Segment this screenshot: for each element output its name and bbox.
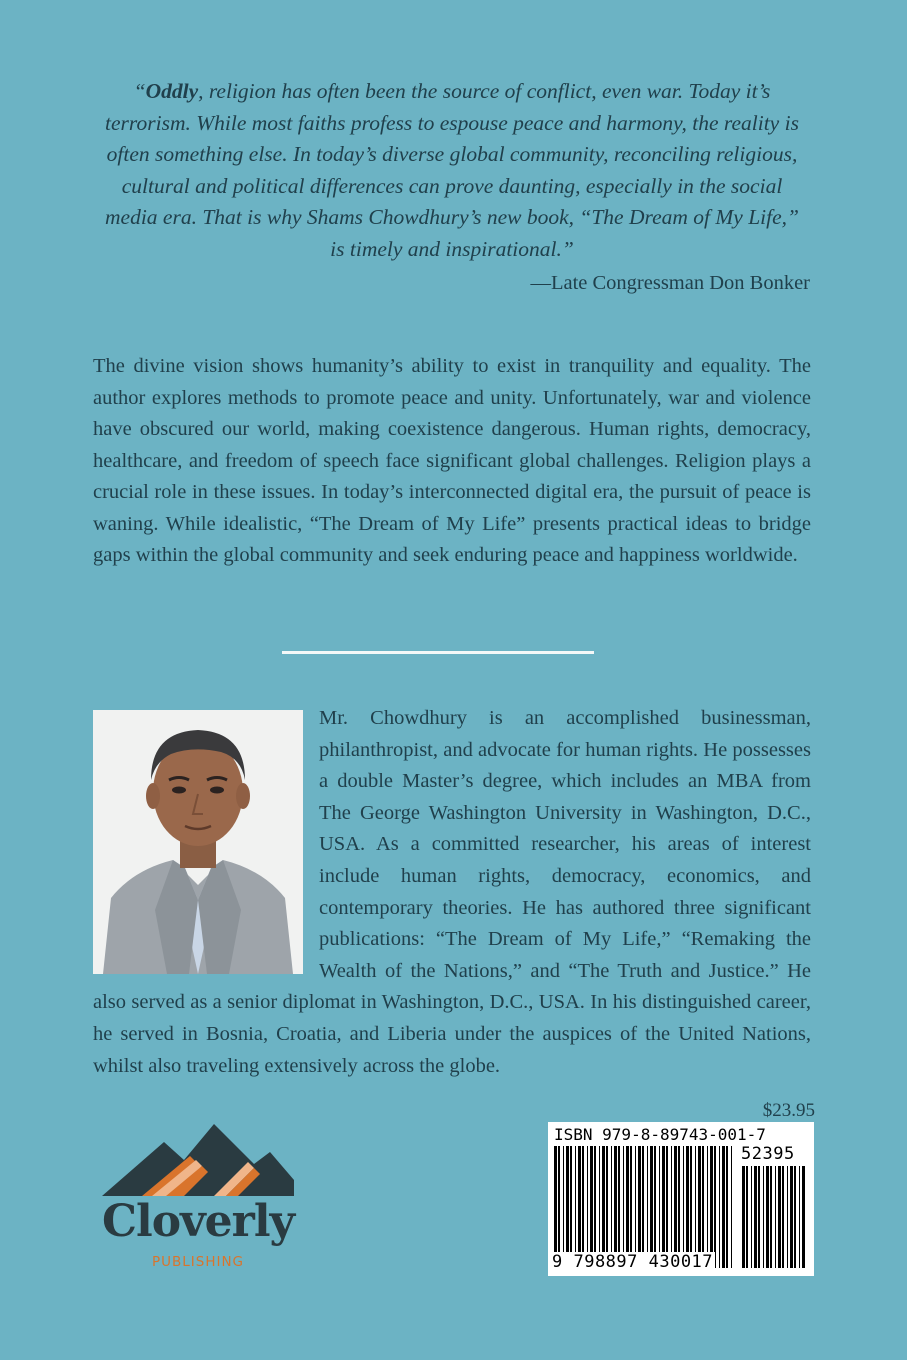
barcode-bar	[575, 1146, 576, 1268]
isbn-barcode	[548, 1122, 814, 1276]
publisher-name: Cloverly	[102, 1196, 295, 1247]
barcode-bar	[647, 1146, 648, 1268]
barcode-bar	[790, 1166, 793, 1268]
barcode-bar	[623, 1146, 624, 1268]
barcode-bar	[794, 1166, 796, 1268]
barcode-bar	[606, 1146, 608, 1268]
quote-text: , religion has often been the source of conflict, even war. Today it’s terrorism. While most faiths profess to espouse peace and harmony, the reality is often something else. In today’s diverse global community, reconciling religious, cultural and political differences can prove daunting, especially in the social media era. That is why Shams Chowdhury’s new book, “The Dream of My Life,” is timely and inspirational.”	[105, 79, 799, 261]
back-cover-quote	[96, 76, 808, 265]
barcode-bar	[554, 1146, 557, 1268]
barcode-bar	[719, 1146, 720, 1268]
barcode-bar	[602, 1146, 605, 1268]
barcode-digits: 9 798897 430017	[552, 1252, 714, 1272]
barcode-bar	[766, 1166, 769, 1268]
author-photo	[93, 710, 303, 974]
quote-attribution: —Late Congressman Don Bonker	[530, 272, 810, 294]
barcode-bar	[742, 1166, 745, 1268]
barcode-bar	[698, 1146, 701, 1268]
barcode-bar	[570, 1146, 572, 1268]
barcode-bar	[754, 1166, 757, 1268]
barcode-bar	[638, 1146, 641, 1268]
barcode-bar	[590, 1146, 593, 1268]
barcode-bar	[611, 1146, 612, 1268]
barcode-addon-bars	[742, 1166, 808, 1268]
barcode-bar	[770, 1166, 772, 1268]
mountain-logo-icon	[102, 1120, 294, 1200]
barcode-bar	[594, 1146, 596, 1268]
barcode-bar	[654, 1146, 656, 1268]
price-label: $23.95	[762, 1100, 815, 1121]
barcode-bar	[751, 1166, 752, 1268]
barcode-bar	[775, 1166, 776, 1268]
barcode-bar	[599, 1146, 600, 1268]
author-portrait-image	[93, 710, 303, 974]
barcode-bar	[710, 1146, 713, 1268]
barcode-bar	[630, 1146, 632, 1268]
barcode-bar	[659, 1146, 660, 1268]
barcode-bar	[695, 1146, 696, 1268]
barcode-bar	[799, 1166, 800, 1268]
barcode-bar	[731, 1146, 732, 1268]
barcode-bar	[714, 1146, 716, 1268]
section-divider	[282, 651, 594, 654]
isbn-label: ISBN 979-8-89743-001-7	[554, 1125, 766, 1144]
barcode-bar	[683, 1146, 684, 1268]
barcode-bar	[690, 1146, 692, 1268]
barcode-bar	[582, 1146, 584, 1268]
barcode-bar	[618, 1146, 620, 1268]
barcode-bar	[614, 1146, 617, 1268]
barcode-bar	[722, 1146, 725, 1268]
barcode-bar	[802, 1166, 805, 1268]
barcode-bar	[558, 1146, 560, 1268]
barcode-bar	[787, 1166, 788, 1268]
publisher-logo	[102, 1120, 294, 1276]
barcode-bar	[674, 1146, 677, 1268]
barcode-bar	[702, 1146, 704, 1268]
barcode-bar	[686, 1146, 689, 1268]
barcode-addon-digits: 52395	[741, 1144, 795, 1164]
barcode-bar	[726, 1146, 728, 1268]
barcode-bar	[563, 1146, 564, 1268]
barcode-bar	[587, 1146, 588, 1268]
barcode-bar	[635, 1146, 636, 1268]
barcode-bar	[678, 1146, 680, 1268]
barcode-bar	[671, 1146, 672, 1268]
quote-lead-word: Oddly	[145, 79, 199, 103]
barcode-bar	[746, 1166, 748, 1268]
barcode-bar	[662, 1146, 665, 1268]
author-bio: Mr. Chowdhury is an accomplished businessman, philanthropist, and advocate for human rights. He possesses a double Master’s degree, which includes an MBA from The George Washington University in Washington, D.C., USA. As a committed researcher, his areas of interest include human rights, democracy, economics, and contemporary theories. He has authored three significant publications: “The Dream of My Life,” “Remaking the Wealth of the Nations,” and “The Truth and Justice.” He also served as a senior diplomat in Washington, D.C., USA. In his distinguished career, he served in Bosnia, Croatia, and Liberia under the auspices of the United Nations, whilst also traveling extensively across the globe.	[93, 707, 811, 1077]
barcode-bar	[626, 1146, 629, 1268]
barcode-bar	[578, 1146, 581, 1268]
barcode-bars	[554, 1146, 734, 1268]
barcode-bar	[778, 1166, 781, 1268]
book-description: The divine vision shows humanity’s ability to exist in tranquility and equality. The author explores methods to promote peace and unity. Unfortunately, war and violence have obscured our world, making coexistence dangerous. Human rights, democracy, healthcare, and freedom of speech face significant global challenges. Religion plays a crucial role in these issues. In today’s interconnected digital era, the pursuit of peace is waning. While idealistic, “The Dream of My Life” presents practical ideas to bridge gaps within the global community and seek enduring peace and happiness worldwide.	[93, 355, 811, 566]
barcode-bar	[707, 1146, 708, 1268]
publisher-subtitle: PUBLISHING	[151, 1254, 245, 1270]
barcode-bar	[666, 1146, 668, 1268]
barcode-bar	[758, 1166, 760, 1268]
barcode-bar	[566, 1146, 569, 1268]
barcode-bar	[642, 1146, 644, 1268]
barcode-bar	[782, 1166, 784, 1268]
quote-open-mark: “	[133, 79, 146, 103]
barcode-bar	[763, 1166, 764, 1268]
barcode-bar	[650, 1146, 653, 1268]
